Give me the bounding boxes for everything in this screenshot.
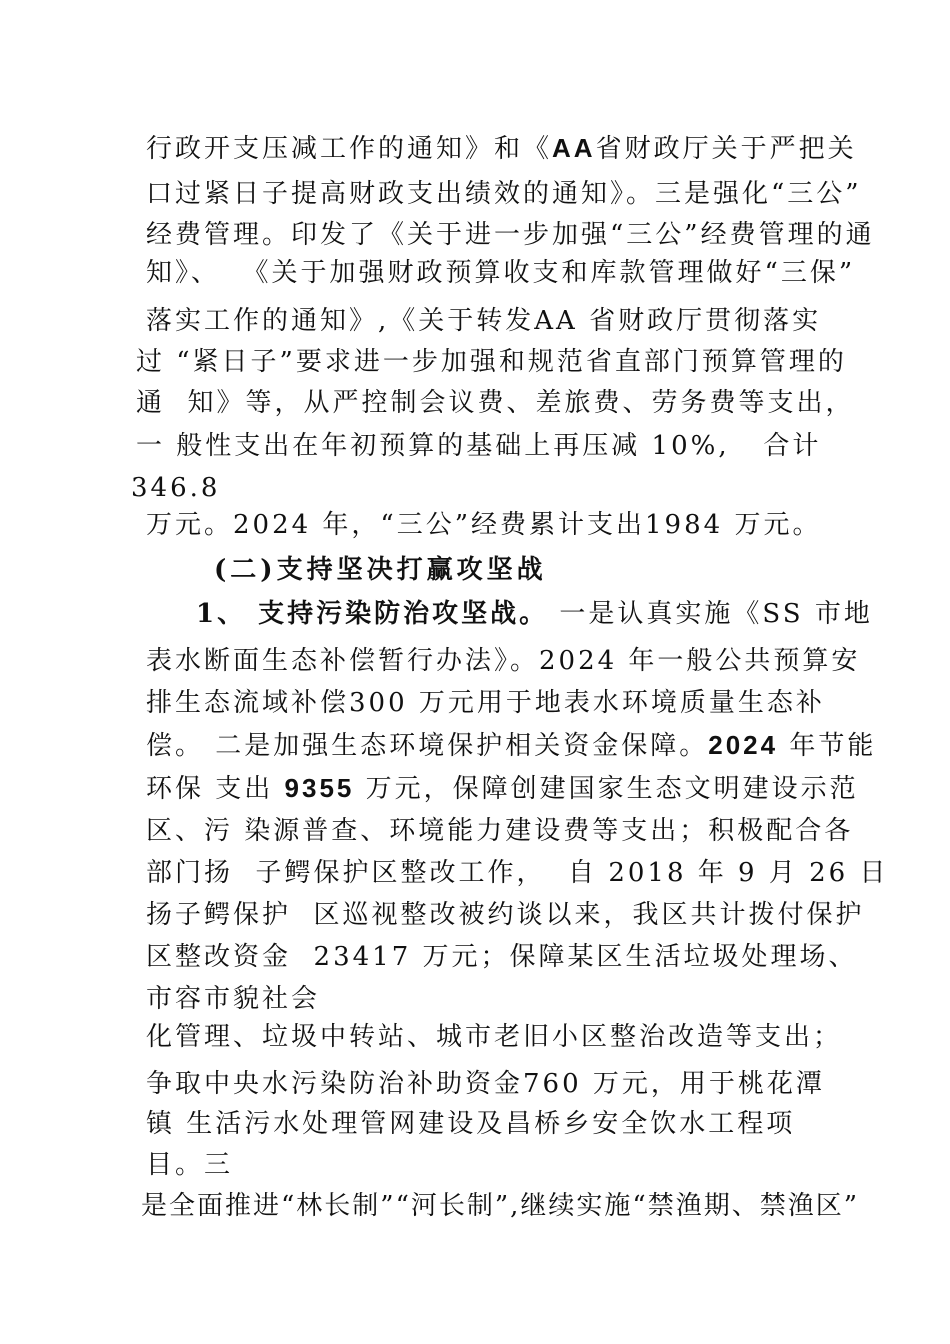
text-line-24: 目。三 xyxy=(146,1150,234,1180)
text-line-12: 表水断面生态补偿暂行办法》。2024 年一般公共预算安 xyxy=(146,646,861,676)
text-line-4: 知》、 《关于加强财政预算收支和库款管理做好“三保” xyxy=(146,258,856,288)
text-segment: 行政开支压减工作的通知》和《 xyxy=(146,134,553,164)
text-line-2: 口过紧日子提高财政支出绩效的通知》。三是强化“三公” xyxy=(146,179,862,209)
subsection-title: 1、 支持污染防治攻坚战。 xyxy=(196,599,549,629)
text-line-5: 落实工作的通知》,《关于转发AA 省财政厅贯彻落实 xyxy=(146,306,822,336)
text-line-21: 化管理、垃圾中转站、城市老旧小区整治改造等支出； xyxy=(146,1022,843,1052)
text-line-3: 经费管理。印发了《关于进一步加强“三公”经费管理的通 xyxy=(146,220,875,250)
text-segment: 万元，保障创建国家生态文明建设示范 xyxy=(354,774,859,804)
text-line-9: 346.8 xyxy=(131,473,221,503)
text-line-15 xyxy=(146,772,859,805)
text-segment: 年节能 xyxy=(778,731,877,761)
text-segment-bold: AA xyxy=(552,133,596,163)
text-segment: 一是认真实施《SS 市地 xyxy=(548,599,873,629)
text-line-19: 区整改资金 23417 万元；保障某区生活垃圾处理场、 xyxy=(146,942,858,972)
text-segment: 环保 支出 xyxy=(146,774,285,804)
text-line-16: 区、污 染源普查、环境能力建设费等支出；积极配合各 xyxy=(146,816,854,846)
text-segment: 偿。 二是加强生态环境保护相关资金保障。 xyxy=(146,731,709,761)
text-segment: 省财政厅关于严把关 xyxy=(595,134,857,164)
text-line-7: 通 知》等，从严控制会议费、差旅费、劳务费等支出， xyxy=(136,388,855,418)
text-line-6: 过 “紧日子”要求进一步加强和规范省直部门预算管理的 xyxy=(136,347,847,377)
text-segment-bold: 9355 xyxy=(284,773,355,803)
text-line-23: 镇 生活污水处理管网建设及昌桥乡安全饮水工程项 xyxy=(146,1109,796,1139)
text-line-18: 扬子鳄保护 区巡视整改被约谈以来，我区共计拨付保护 xyxy=(146,900,865,930)
text-line-17: 部门扬 子鳄保护区整改工作， 自 2018 年 9 月 26 日 xyxy=(146,858,889,888)
text-line-20: 市容市貌社会 xyxy=(146,984,321,1014)
text-line-11 xyxy=(196,598,873,630)
text-line-13: 排生态流域补偿300 万元用于地表水环境质量生态补 xyxy=(146,688,825,718)
text-line-8: 一 般性支出在年初预算的基础上再压减 10%, 合计 xyxy=(136,431,822,461)
text-segment-bold: 2024 xyxy=(708,730,779,760)
text-line-10: 万元。2024 年，“三公”经费累计支出1984 万元。 xyxy=(146,510,822,540)
section-heading: (二)支持坚决打赢攻坚战 xyxy=(214,555,547,585)
text-line-22: 争取中央水污染防治补助资金760 万元，用于桃花潭 xyxy=(146,1069,825,1099)
text-line-25: 是全面推进“林长制”“河长制”,继续实施“禁渔期、禁渔区” xyxy=(141,1191,860,1221)
text-line-14 xyxy=(146,729,876,762)
text-line-1 xyxy=(146,132,857,165)
